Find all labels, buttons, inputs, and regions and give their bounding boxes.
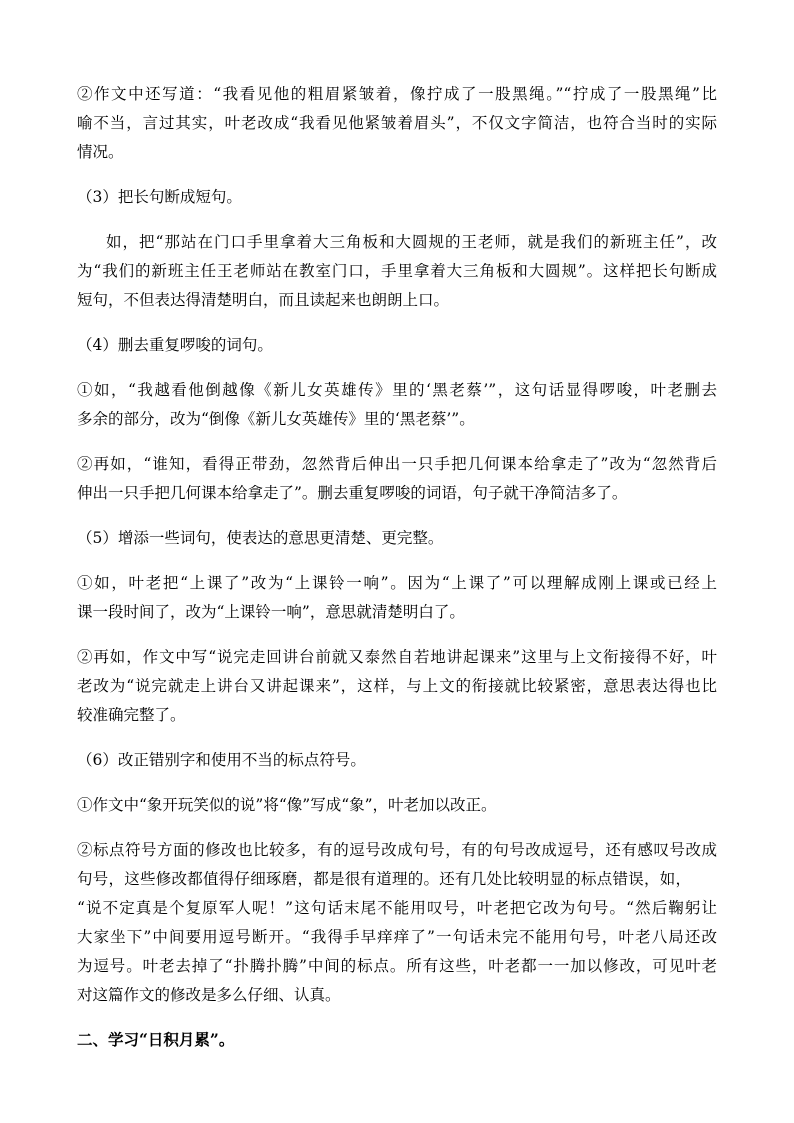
paragraph-line: “说不定真是个复原军人呢！”这句话末尾不能用叹号，叶老把它改为句号。“然后鞠躬让 xyxy=(77,899,717,917)
paragraph-line: 课一段时间了，改为“上课铃一响”，意思就清楚明白了。 xyxy=(77,603,465,621)
paragraph-line: ①作文中“象开玩笑似的说”将“像”写成“象”，叶老加以改正。 xyxy=(77,796,497,814)
paragraph-line: ①如，叶老把“上课了”改为“上课铃一响”。因为“上课了”可以理解成刚上课或已经上 xyxy=(77,574,717,592)
section-title: 二、学习“日积月累”。 xyxy=(77,1030,235,1049)
paragraph-line: 如，把“那站在门口手里拿着大三角板和大圆规的王老师，就是我们的新班主任”，改 xyxy=(106,233,717,251)
paragraph-line: 老改为“说完就走上讲台又讲起课来”，这样，与上文的衔接就比较紧密，意思表达得也比 xyxy=(77,677,717,695)
paragraph-line: 大家坐下”中间要用逗号断开。“我得手早痒痒了”一句话未完不能用句号，叶老八局还改 xyxy=(77,928,717,946)
paragraph-line: ②作文中还写道：“我看见他的粗眉紧皱着，像拧成了一股黑绳。”“拧成了一股黑绳”比 xyxy=(77,85,717,103)
paragraph-line: 情况。 xyxy=(77,143,124,161)
paragraph-line: 喻不当，言过其实，叶老改成“我看见他紧皱着眉头”，不仅文字简洁，也符合当时的实际 xyxy=(77,114,717,132)
paragraph-line: 多余的部分，改为“倒像《新儿女英雄传》里的‘黑老蔡’”。 xyxy=(77,410,475,428)
paragraph-line: ②再如，作文中写“说完走回讲台前就又泰然自若地讲起课来”这里与上文衔接得不好，叶 xyxy=(77,648,717,666)
section-heading: （5）增添一些词句，使表达的意思更清楚、更完整。 xyxy=(77,529,444,547)
paragraph-line: ②再如，“谁知，看得正带劲，忽然背后伸出一只手把几何课本给拿走了”改为“忽然背后 xyxy=(77,455,717,473)
paragraph-line: 对这篇作文的修改是多么仔细、认真。 xyxy=(77,986,341,1004)
paragraph-line: 句号，这些修改都值得仔细琢磨，都是很有道理的。还有几处比较明显的标点错误，如， xyxy=(77,870,691,888)
paragraph-line: 短句，不但表达得清楚明白，而且读起来也朗朗上口。 xyxy=(77,291,450,309)
section-heading: （3）把长句断成短句。 xyxy=(77,188,242,206)
section-heading: （4）删去重复啰唆的词句。 xyxy=(77,336,273,354)
paragraph-line: ②标点符号方面的修改也比较多，有的逗号改成句号，有的句号改成逗号，还有感叹号改成 xyxy=(77,841,717,859)
paragraph-line: 为“我们的新班主任王老师站在教室门口，手里拿着大三角板和大圆规”。这样把长句断成 xyxy=(77,262,717,280)
paragraph-line: ①如，“我越看他倒越像《新儿女英雄传》里的‘黑老蔡’”，这句话显得啰唆，叶老删去 xyxy=(77,381,717,399)
paragraph-line: 伸出一只手把几何课本给拿走了”。删去重复啰唆的词语，句子就干净简洁多了。 xyxy=(77,484,628,502)
paragraph-line: 较准确完整了。 xyxy=(77,706,186,724)
section-heading: （6）改正错别字和使用不当的标点符号。 xyxy=(77,751,366,769)
paragraph-line: 为逗号。叶老去掉了“扑腾扑腾”中间的标点。所有这些，叶老都一一加以修改，可见叶老 xyxy=(77,957,717,975)
